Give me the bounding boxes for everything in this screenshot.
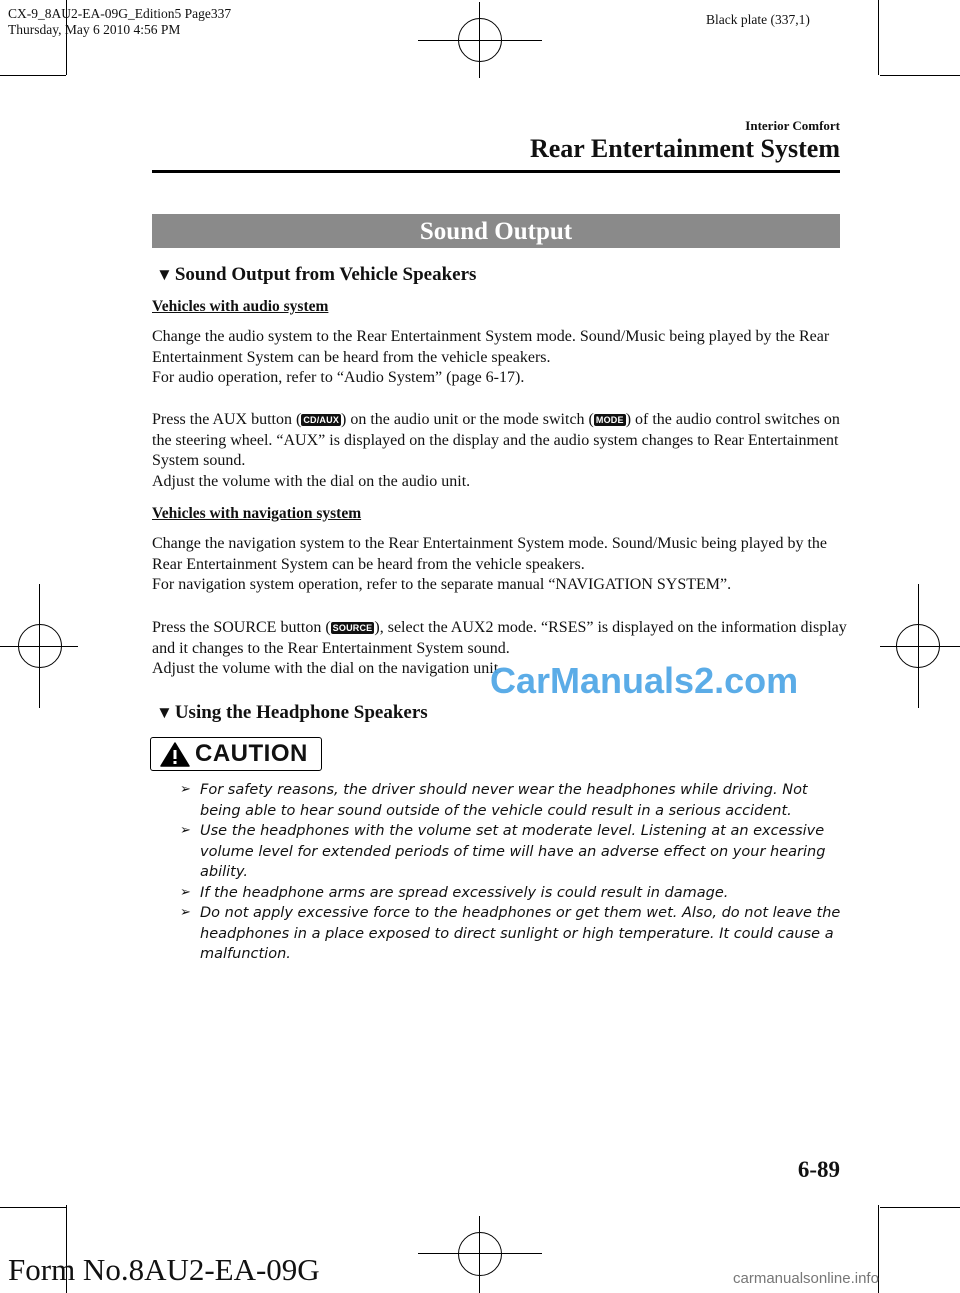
print-file-line: CX-9_8AU2-EA-09G_Edition5 Page337: [8, 6, 232, 21]
triangle-marker-icon: ▼: [156, 703, 173, 722]
watermark: CarManuals2.com: [490, 660, 799, 701]
mode-button-icon: MODE: [595, 415, 624, 425]
header-chapter: Rear Entertainment System: [529, 134, 840, 163]
plate-label: Black plate (337,1): [706, 12, 810, 27]
subsection-heading-speakers: [156, 264, 476, 286]
nav-para-1-text: Change the navigation system to the Rear Entertainment System mode. Sound/Music being played by the Rear Entertainment System can be heard from the vehicle speakers.: [152, 535, 827, 573]
audio-para-1b-text: For audio operation, refer to “Audio System” (page 6-17).: [152, 369, 525, 386]
triangle-marker-icon: ▼: [156, 265, 173, 284]
caution-label: CAUTION: [195, 740, 308, 767]
navigation-system-heading: Vehicles with navigation system: [152, 505, 362, 522]
audio-para-1-text: Change the audio system to the Rear Entertainment System mode. Sound/Music being played by the Rear Entertainment System can be heard from the vehicle speakers.: [152, 328, 830, 366]
subsection-heading-headphones: [156, 702, 428, 724]
caution-item-text: For safety reasons, the driver should never wear the headphones while driving. Not being able to hear sound outside of the vehicle could result in a serious accident.: [200, 782, 808, 819]
audio-para-3: Adjust the volume with the dial on the audio unit.: [152, 472, 471, 490]
arrow-bullet-icon: ➢: [180, 884, 191, 900]
caution-list: [180, 780, 845, 965]
caution-item: [180, 883, 845, 904]
nav-para-3: Adjust the volume with the dial on the navigation unit.: [152, 660, 503, 677]
source-button-icon: SOURCE: [332, 623, 373, 633]
audio-para-2: [152, 410, 852, 492]
caution-item-text: Do not apply excessive force to the headphones or get them wet. Also, do not leave the headphones in a place exposed to direct sunlight or high temperature. It could cause a malfunction.: [200, 905, 841, 962]
print-info: [8, 6, 231, 38]
audio-para-1: [152, 327, 852, 389]
subsection-title: Sound Output from Vehicle Speakers: [174, 264, 477, 285]
header-category: Interior Comfort: [745, 118, 840, 133]
audio-para-2-part-c: ) of the audio control switches on the steering wheel. “AUX” is displayed on the display and the audio system changes to Rear Entertainment System sound.: [152, 411, 840, 469]
cd-aux-button-icon: CD/AUX: [303, 415, 340, 425]
form-number: Form No.8AU2-EA-09G: [8, 1252, 320, 1287]
caution-item: [180, 821, 845, 883]
nav-para-2-part-b: ), select the AUX2 mode. “RSES” is displayed on the information display and it changes to the Rear Entertainment System sound.: [152, 619, 847, 657]
nav-para-1b-text: For navigation system operation, refer to the separate manual “NAVIGATION SYSTEM”.: [152, 576, 732, 593]
audio-para-2-part-b: ) on the audio unit or the mode switch (: [341, 411, 594, 428]
footer-site: carmanualsonline.info: [733, 1270, 879, 1287]
audio-system-heading: Vehicles with audio system: [152, 298, 329, 315]
header-rule: [152, 170, 840, 173]
warning-triangle-icon: [160, 742, 190, 767]
caution-label-box: [150, 737, 322, 771]
subsection-title: Using the Headphone Speakers: [174, 702, 428, 723]
caution-item: [180, 780, 845, 821]
page-number: 6-89: [797, 1157, 840, 1182]
arrow-bullet-icon: ➢: [180, 905, 191, 920]
caution-item: [180, 903, 845, 965]
nav-para-1: [152, 534, 852, 596]
arrow-bullet-icon: ➢: [180, 782, 191, 797]
print-date-line: Thursday, May 6 2010 4:56 PM: [8, 22, 181, 37]
nav-para-2-part-a: Press the SOURCE button (: [152, 619, 331, 636]
section-title: Sound Output: [152, 214, 840, 248]
arrow-bullet-icon: ➢: [180, 823, 191, 838]
audio-para-2-part-a: Press the AUX button (: [152, 411, 302, 428]
caution-item-text: Use the headphones with the volume set at moderate level. Listening at an excessive volume level for extended periods of time will have an adverse effect on your hearing ability.: [200, 823, 826, 880]
caution-item-text: If the headphone arms are spread excessively is could result in damage.: [200, 884, 729, 901]
